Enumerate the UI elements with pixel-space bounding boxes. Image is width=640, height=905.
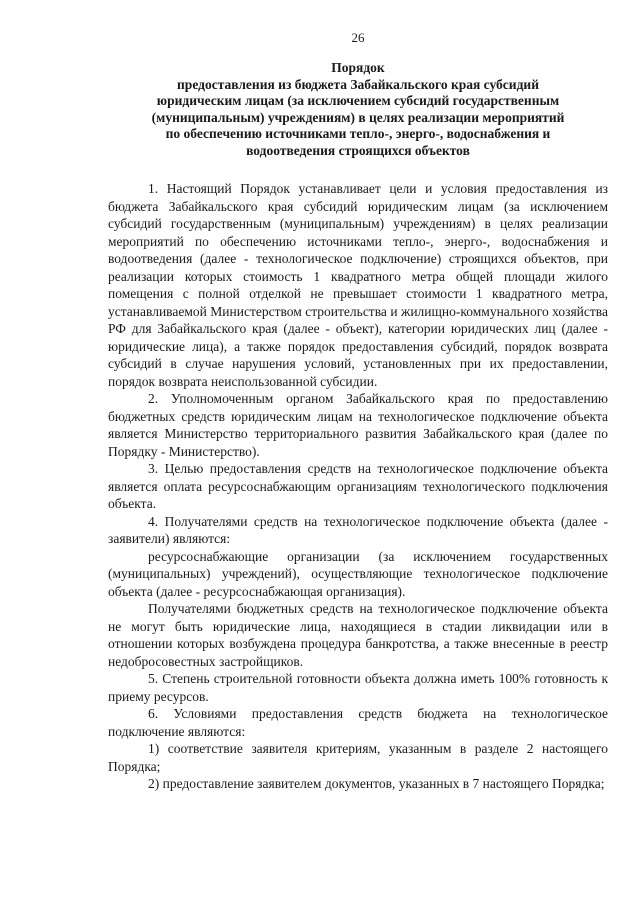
paragraph-3: 3. Целью предоставления средств на технологическое подключение объекта является оплата ресурсоснабжающим организациям технологического подключения объекта.	[108, 461, 608, 511]
heading-line: (муниципальным) учреждениям) в целях реализации мероприятий	[151, 109, 565, 125]
document-heading	[108, 60, 608, 159]
heading-line: юридическим лицам (за исключением субсидий государственным	[156, 93, 560, 108]
paragraph-4: 4. Получателями средств на технологическое подключение объекта (далее - заявители) являются:	[108, 513, 608, 546]
heading-line: предоставления из бюджета Забайкальского края субсидий	[177, 76, 539, 92]
paragraph-4-recipients: ресурсоснабжающие организации (за исключением государственных (муниципальных) учреждений), осуществляющие технологическое подключение объекта (далее - ресурсоснабжающая организация).	[108, 548, 608, 599]
paragraph-6-item-2: 2) предоставление заявителем документов, указанных в 7 настоящего Порядка;	[148, 776, 605, 791]
heading-line: по обеспечению источниками тепло-, энерго-, водоснабжения и	[165, 126, 551, 141]
document-page	[108, 30, 608, 793]
page-number: 26	[351, 30, 365, 45]
paragraph-6-item-1: 1) соответствие заявителя критериям, указанным в разделе 2 настоящего Порядка;	[108, 741, 608, 774]
paragraph-6: 6. Условиями предоставления средств бюджета на технологическое подключение являются:	[108, 706, 608, 739]
paragraph-5: 5. Степень строительной готовности объекта должна иметь 100% готовность к приему ресурсов.	[108, 671, 608, 704]
paragraph-4-exclusions: Получателями бюджетных средств на технологическое подключение объекта не могут быть юридические лица, находящиеся в стадии ликвидации или в отношении которых возбуждена процедура банкротства, а также внесенные в реестр недобросовестных застройщиков.	[108, 601, 608, 669]
heading-line: Порядок	[331, 60, 385, 75]
paragraph-1: 1. Настоящий Порядок устанавливает цели и условия предоставления из бюджета Забайкальского края субсидий юридическим лицам (за исключением субсидий государственным (муниципальным) учреждениям) в целях реализации мероприятий по обеспечению источниками тепло-, энерго-, водоснабжения и водоотведения (далее - технологическое подключение) строящихся объектов, при реализации которых стоимость 1 квадратного метра общей площади жилого помещения с полной отделкой не превышает стоимости 1 квадратного метра, устанавливаемой Министерством строительства и жилищно-коммунального хозяйства РФ для Забайкальского края (далее - объект), категории юридических лиц (далее - юридические лица), а также порядок предоставления субсидий, порядок возврата субсидий в случае нарушения условий, установленных при их предоставлении, порядок возврата неиспользованной субсидии.	[108, 181, 608, 389]
document-body	[108, 180, 608, 793]
heading-line: водоотведения строящихся объектов	[246, 142, 470, 158]
paragraph-2: 2. Уполномоченным органом Забайкальского края по предоставлению бюджетных средств юридическим лицам на технологическое подключение объекта является Министерство территориального развития Забайкальского края (далее по Порядку - Министерство).	[108, 391, 608, 459]
